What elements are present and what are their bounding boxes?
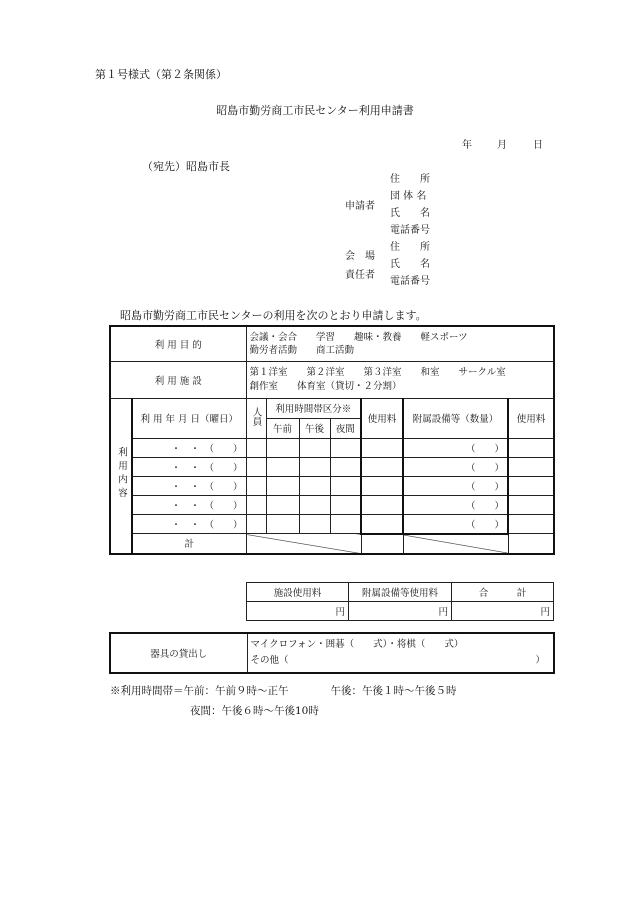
purpose-label: 利 用 目 的	[110, 326, 246, 361]
row-fee2[interactable]	[508, 438, 554, 457]
row-pm[interactable]	[299, 514, 330, 534]
content-label: 利用内容	[116, 447, 127, 501]
row-fee2[interactable]	[508, 457, 554, 476]
row-fee[interactable]	[361, 514, 403, 534]
row-people[interactable]	[246, 495, 266, 514]
applicant-phone: 電話番号	[390, 225, 430, 236]
document-title: 昭島市勤労商工市民センター利用申請書	[216, 104, 414, 117]
form-number: 第１号様式（第２条関係）	[95, 68, 227, 81]
row-equipment[interactable]: （ ）	[403, 438, 508, 457]
fee-summary-table	[246, 582, 554, 621]
facility-fee-value[interactable]: 円	[247, 602, 349, 621]
row-fee2[interactable]	[508, 514, 554, 534]
row-pm[interactable]	[299, 476, 330, 495]
time-note-1: ※利用時間帯＝午前：午前９時～正午 午後：午後１時～午後５時	[110, 685, 457, 697]
row-pm[interactable]	[299, 438, 330, 457]
row-fee[interactable]	[361, 457, 403, 476]
col-fee2: 使用料	[508, 398, 554, 438]
total-fee-value[interactable]: 円	[452, 602, 554, 621]
row-fee[interactable]	[361, 495, 403, 514]
table-row	[110, 514, 554, 534]
row-night[interactable]	[330, 495, 361, 514]
row-people[interactable]	[246, 457, 266, 476]
manager-label-1: 会 場	[345, 251, 375, 262]
facility-options	[246, 361, 554, 398]
row-pm[interactable]	[299, 457, 330, 476]
addressee: （宛先）昭島市長	[142, 160, 230, 173]
date-month: 月	[497, 140, 507, 151]
col-night: 夜間	[330, 418, 361, 438]
row-date[interactable]: ・ ・ （ ）	[132, 495, 246, 514]
content-label-cell	[110, 398, 132, 554]
row-pm[interactable]	[299, 495, 330, 514]
equipment-fee-value[interactable]: 円	[349, 602, 452, 621]
row-date[interactable]: ・ ・ （ ）	[132, 514, 246, 534]
applicant-label: 申請者	[345, 201, 375, 212]
row-am[interactable]	[266, 514, 299, 534]
purpose-options	[246, 326, 554, 361]
row-am[interactable]	[266, 457, 299, 476]
row-night[interactable]	[330, 476, 361, 495]
applicant-name: 氏 名	[390, 208, 430, 219]
row-night[interactable]	[330, 438, 361, 457]
application-table	[109, 325, 555, 555]
row-fee2[interactable]	[508, 495, 554, 514]
col-fee: 使用料	[361, 398, 403, 438]
purpose-line-1: 会議・会合 学習 趣味・教養 軽スポーツ	[249, 331, 468, 343]
row-am[interactable]	[266, 438, 299, 457]
manager-name: 氏 名	[390, 259, 430, 270]
col-pm: 午後	[299, 418, 330, 438]
time-note-2: 夜間：午後６時～午後10時	[190, 705, 319, 717]
total-fee[interactable]	[361, 534, 403, 554]
row-equipment[interactable]: （ ）	[403, 495, 508, 514]
col-people-text: 人員	[250, 407, 262, 426]
col-people	[246, 398, 266, 438]
row-fee[interactable]	[361, 438, 403, 457]
row-fee2[interactable]	[508, 476, 554, 495]
row-equipment[interactable]: （ ）	[403, 514, 508, 534]
manager-phone: 電話番号	[390, 276, 430, 287]
row-fee[interactable]	[361, 476, 403, 495]
col-am: 午前	[266, 418, 299, 438]
row-am[interactable]	[266, 495, 299, 514]
row-people[interactable]	[246, 514, 266, 534]
table-row	[110, 438, 554, 457]
row-night[interactable]	[330, 457, 361, 476]
lending-other: その他（	[250, 655, 289, 666]
facility-label: 利 用 施 設	[110, 361, 246, 398]
row-am[interactable]	[266, 476, 299, 495]
table-row	[110, 495, 554, 514]
lending-label: 器具の貸出し	[110, 633, 247, 673]
total-row	[110, 534, 554, 554]
row-night[interactable]	[330, 514, 361, 534]
date-day: 日	[533, 140, 543, 151]
lending-other-close: ）	[535, 655, 545, 666]
row-date[interactable]: ・ ・ （ ）	[132, 476, 246, 495]
row-people[interactable]	[246, 476, 266, 495]
total-fee-header: 合 計	[452, 583, 554, 602]
applicant-address: 住 所	[390, 174, 430, 185]
lending-items[interactable]	[247, 633, 554, 673]
manager-address: 住 所	[390, 242, 430, 253]
lending-line-2	[251, 653, 551, 669]
date-year: 年	[462, 140, 472, 151]
lending-line-1: マイクロフォン・囲碁（ 式）・将棋（ 式）	[250, 639, 464, 650]
col-equipment: 附属設備等（数量）	[403, 398, 508, 438]
manager-label-2: 責任者	[345, 270, 375, 281]
col-date: 利 用 年 月 日（曜日）	[132, 398, 246, 438]
table-row	[110, 457, 554, 476]
facility-line-2: 創作室 体育室（貸切・２分割）	[249, 380, 402, 392]
row-people[interactable]	[246, 438, 266, 457]
col-timeslot: 利用時間帯区分※	[266, 398, 361, 418]
table-row	[110, 476, 554, 495]
facility-line-1: 第１洋室 第２洋室 第３洋室 和室 サークル室	[249, 366, 506, 378]
total-fee2[interactable]	[508, 534, 554, 554]
purpose-line-2: 勤労者活動 商工活動	[249, 344, 355, 356]
row-equipment[interactable]: （ ）	[403, 457, 508, 476]
equipment-lending-table	[109, 632, 555, 674]
total-slash	[246, 534, 361, 554]
row-equipment[interactable]: （ ）	[403, 476, 508, 495]
facility-fee-header: 施設使用料	[247, 583, 349, 602]
total-label: 計	[132, 534, 246, 554]
applicant-group: 団 体 名	[390, 191, 427, 202]
row-date[interactable]: ・ ・ （ ）	[132, 438, 246, 457]
equipment-fee-header: 附属設備等使用料	[349, 583, 452, 602]
lead-text: 昭島市勤労商工市民センターの利用を次のとおり申請します。	[120, 309, 427, 322]
total-equipment-slash	[403, 534, 508, 554]
row-date[interactable]: ・ ・ （ ）	[132, 457, 246, 476]
